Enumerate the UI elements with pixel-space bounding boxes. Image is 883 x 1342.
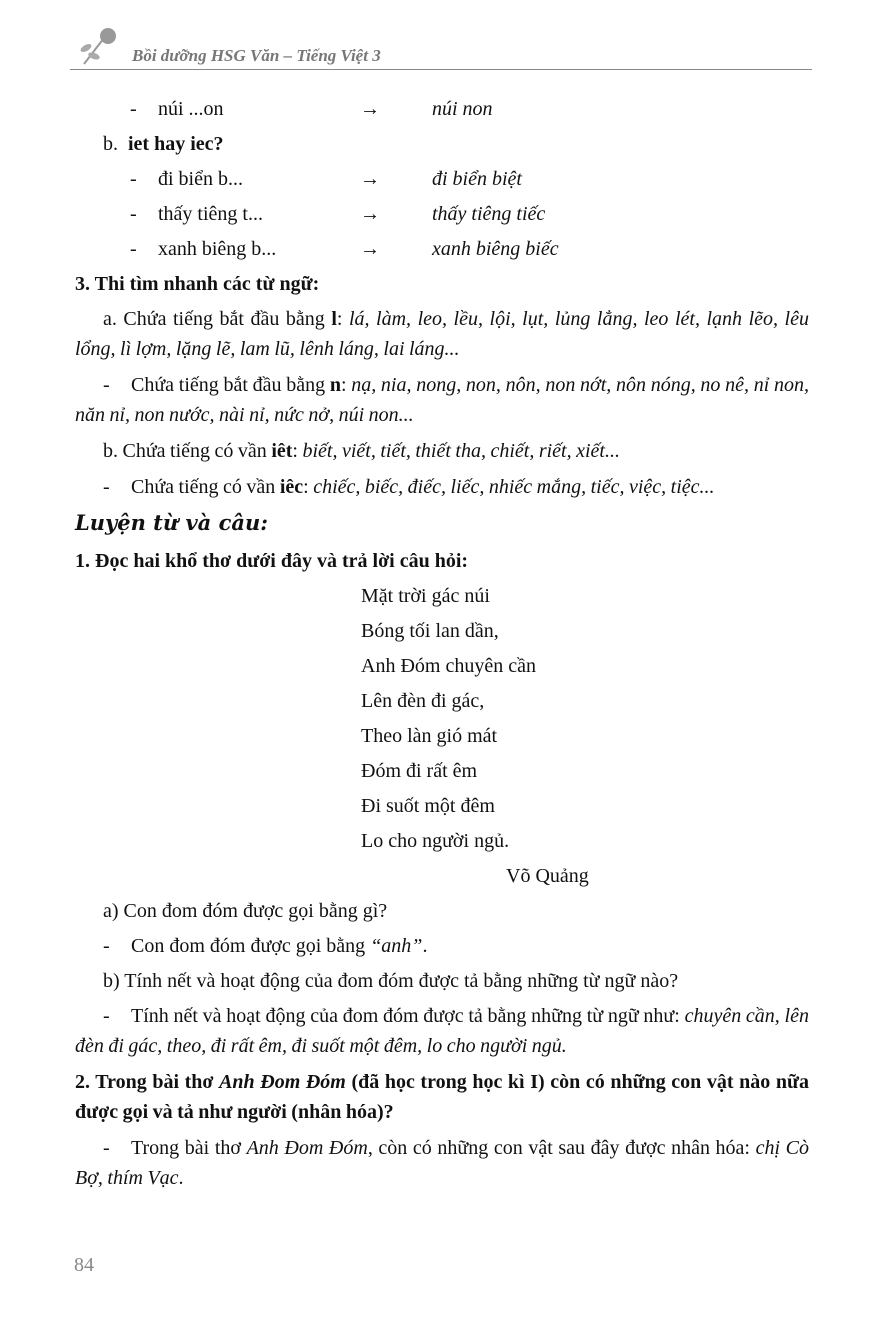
header-divider <box>70 69 812 70</box>
colon: : <box>336 308 349 330</box>
page-content <box>75 94 809 1199</box>
text: a. Chứa tiếng bắt đầu bằng <box>103 308 332 330</box>
text: 2. Trong bài thơ <box>75 1071 220 1093</box>
words: nạ, nia, nong, non, nôn, non nớt, nôn nóng, no nê, nỉ non, năn nỉ, non nước, nài nỉ, nức nở, núi non... <box>75 374 810 426</box>
text: Chứa tiếng bắt đầu bằng <box>131 374 330 396</box>
italic-text: chị Cò Bợ, thím Vạc <box>75 1137 809 1189</box>
pair-answer: đi biển biệt <box>432 168 522 190</box>
text: (đã học trong học kì I) còn có những con vật nào nữa được gọi và tả như người (nhân hóa)? <box>75 1071 809 1123</box>
question-b: b) Tính nết và hoạt động của đom đóm được tả bằng những từ ngữ nào? <box>103 970 679 992</box>
paragraph-n: - Chứa tiếng bắt đầu bằng n: nạ, nia, nong, non, nôn, non nớt, nôn nóng, no nê, nỉ non, năn nỉ, non nước, nài nỉ, nức nở, núi non... <box>75 370 809 430</box>
poem-line: Lên đèn đi gác, <box>361 690 485 712</box>
italic-text: “anh” <box>370 935 423 957</box>
subheading-b <box>75 129 809 159</box>
question-3: 3. Thi tìm nhanh các từ ngữ: <box>75 273 320 295</box>
text: Trong bài thơ <box>131 1137 247 1159</box>
text: . <box>422 935 428 957</box>
dash: - <box>103 935 110 957</box>
words: biết, viết, tiết, thiết tha, chiết, riết, xiết... <box>302 440 620 462</box>
italic-text: Anh Đom Đóm <box>246 1137 368 1159</box>
paragraph-l <box>75 304 809 364</box>
text: Tính nết và hoạt động của đom đóm được tả bằng những từ ngữ như: <box>131 1005 685 1027</box>
dash: - <box>130 168 137 190</box>
pair-row <box>75 164 809 194</box>
dash: - <box>103 1005 110 1027</box>
paragraph-iet: b. Chứa tiếng có vần iêt: biết, viết, tiết, thiết tha, chiết, riết, xiết... <box>103 440 620 462</box>
dash: - <box>130 203 137 225</box>
pair-answer: núi non <box>432 98 493 120</box>
key: iêt <box>271 440 293 462</box>
pair-answer: xanh biêng biếc <box>432 238 559 260</box>
pair-row <box>75 94 809 124</box>
dash: - <box>103 374 110 396</box>
header-title: Bồi dưỡng HSG Văn – Tiếng Việt 3 <box>132 46 381 65</box>
answer-a <box>75 931 809 961</box>
text: b. Chứa tiếng có vần <box>103 440 272 462</box>
poem-line: Anh Đóm chuyên cần <box>361 655 536 677</box>
text: , còn có những con vật sau đây được nhân hóa: <box>367 1137 756 1159</box>
poem-line: Theo làn gió mát <box>361 725 498 747</box>
key: l <box>331 308 337 330</box>
dash: - <box>130 98 137 120</box>
question-2 <box>75 1067 809 1127</box>
words: chiếc, biếc, điếc, liếc, nhiếc mắng, tiếc, việc, tiệc... <box>313 476 715 498</box>
poem-author: Võ Quảng <box>506 865 589 887</box>
pair-question: thấy tiêng t... <box>158 203 263 225</box>
pair-answer: thấy tiêng tiếc <box>432 203 546 225</box>
subheading-text: iet hay iec? <box>128 133 224 155</box>
paragraph-iec: - Chứa tiếng có vần iêc: chiếc, biếc, điếc, liếc, nhiếc mắng, tiếc, việc, tiệc... <box>75 472 809 502</box>
poem-line: Lo cho người ngủ. <box>361 830 510 852</box>
poem-line: Mặt trời gác núi <box>361 585 490 607</box>
key: iêc <box>279 476 304 498</box>
pair-question: đi biển b... <box>158 168 243 190</box>
pair-question: núi ...on <box>158 98 224 120</box>
dash: - <box>103 476 110 498</box>
words: lá, làm, leo, lều, lội, lụt, lủng lẳng, leo lét, lạnh lẽo, lêu lổng, lì lợm, lặng lẽ, lam lũ, lênh láng, lai láng... <box>75 308 809 360</box>
arrow-icon: → <box>360 203 380 225</box>
pair-question: xanh biêng b... <box>158 238 277 260</box>
page-number: 84 <box>74 1254 94 1276</box>
label: b. <box>103 133 118 155</box>
pair-row <box>75 199 809 229</box>
italic-text: Anh Đom Đóm <box>219 1071 346 1093</box>
flower-logo-icon <box>76 26 126 66</box>
arrow-icon: → <box>360 168 380 190</box>
arrow-icon: → <box>360 238 380 260</box>
key: n <box>329 374 341 396</box>
text: Chứa tiếng có vần <box>131 476 280 498</box>
answer-b <box>75 1001 809 1061</box>
text: . <box>178 1167 184 1189</box>
poem <box>75 581 809 891</box>
arrow-icon: → <box>360 98 380 120</box>
poem-line: Đi suốt một đêm <box>361 795 495 817</box>
section-heading: Luyện từ và câu: <box>75 510 268 535</box>
poem-line: Bóng tối lan dần, <box>361 620 499 642</box>
answer-2 <box>75 1133 809 1193</box>
question-a: a) Con đom đóm được gọi bằng gì? <box>103 900 388 922</box>
question-1: 1. Đọc hai khổ thơ dưới đây và trả lời câu hỏi: <box>75 550 469 572</box>
text: Con đom đóm được gọi bằng <box>131 935 371 957</box>
dash: - <box>103 1137 110 1159</box>
italic-text: chuyên cần, lên đèn đi gác, theo, đi rất êm, đi suốt một đêm, lo cho người ngủ. <box>75 1005 809 1057</box>
poem-line: Đóm đi rất êm <box>361 760 478 782</box>
dash: - <box>130 238 137 260</box>
pair-row <box>75 234 809 264</box>
